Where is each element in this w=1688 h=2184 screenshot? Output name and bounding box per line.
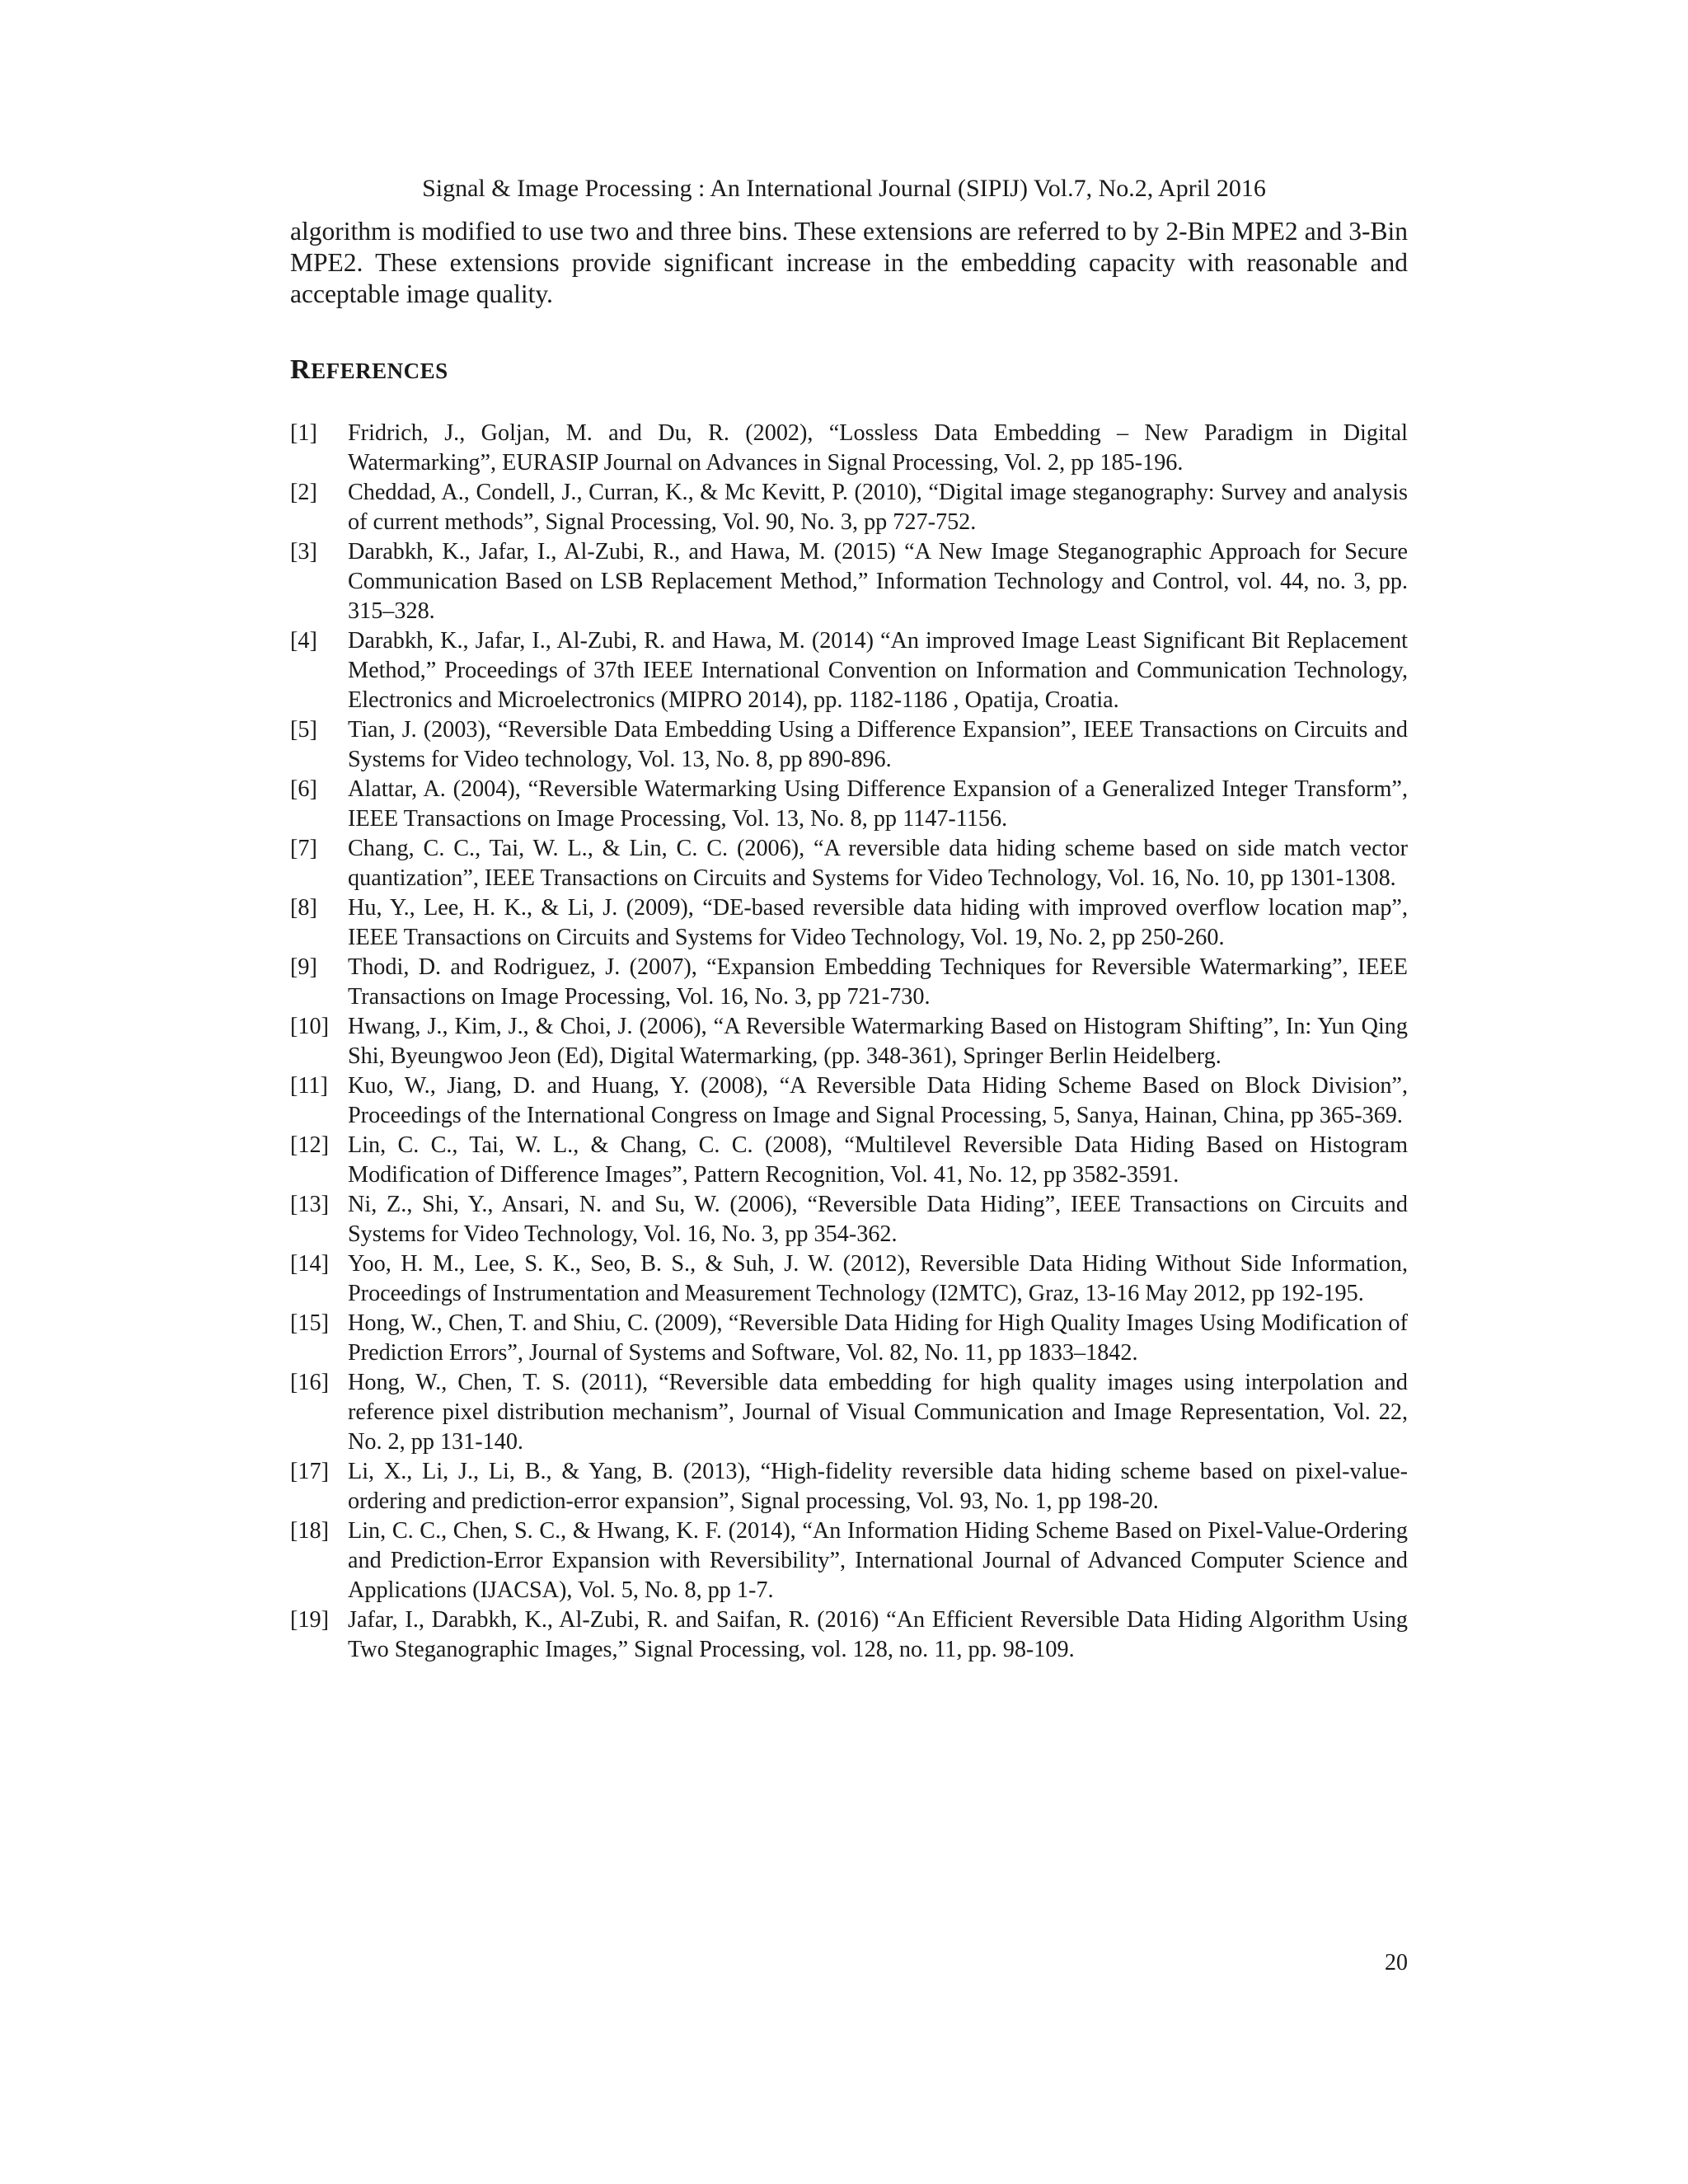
running-header: Signal & Image Processing : An International Journal (SIPIJ) Vol.7, No.2, April 2016 (422, 175, 1266, 202)
reference-number: [11] (290, 1073, 328, 1099)
references-heading (290, 353, 448, 387)
reference-item (290, 419, 1408, 478)
reference-text: Hu, Y., Lee, H. K., & Li, J. (2009), “DE-based reversible data hiding with improved overflow location map”, IEEE Transactions on Circuits and Systems for Video Technology, Vol. 19, No. 2, pp 250-260. (348, 895, 1408, 950)
reference-text: Yoo, H. M., Lee, S. K., Seo, B. S., & Suh, J. W. (2012), Reversible Data Hiding Without Side Information, Proceedings of Instrumentation and Measurement Technology (I2MTC), Graz, 13-16 May 2012, pp 192-195. (348, 1251, 1408, 1306)
reference-item (290, 1368, 1408, 1457)
reference-number: [5] (290, 717, 317, 743)
reference-number: [16] (290, 1370, 329, 1395)
reference-number: [13] (290, 1192, 329, 1217)
reference-item (290, 1012, 1408, 1071)
reference-number: [7] (290, 836, 317, 861)
reference-number: [12] (290, 1132, 329, 1158)
reference-number: [9] (290, 954, 317, 980)
reference-text: Kuo, W., Jiang, D. and Huang, Y. (2008), “A Reversible Data Hiding Scheme Based on Block Division”, Proceedings of the International Congress on Image and Signal Processing, 5, Sanya, Hainan, China, pp 365-369. (348, 1073, 1408, 1128)
reference-text: Fridrich, J., Goljan, M. and Du, R. (2002), “Lossless Data Embedding – New Paradigm in Digital Watermarking”, EURASIP Journal on Advances in Signal Processing, Vol. 2, pp 185-196. (348, 420, 1408, 476)
reference-text: Cheddad, A., Condell, J., Curran, K., & Mc Kevitt, P. (2010), “Digital image steganography: Survey and analysis of current methods”, Signal Processing, Vol. 90, No. 3, pp 727-752. (348, 480, 1408, 535)
reference-number: [14] (290, 1251, 329, 1277)
reference-text: Darabkh, K., Jafar, I., Al-Zubi, R. and Hawa, M. (2014) “An improved Image Least Significant Bit Replacement Method,” Proceedings of 37th IEEE International Convention on Information and Communication Technology, Electronics and Microelectronics (MIPRO 2014), pp. 1182-1186 , Opatija, Croatia. (348, 628, 1408, 713)
reference-text: Hong, W., Chen, T. and Shiu, C. (2009), “Reversible Data Hiding for High Quality Images Using Modification of Prediction Errors”, Journal of Systems and Software, Vol. 82, No. 11, pp 1833–1842. (348, 1310, 1408, 1366)
reference-text: Ni, Z., Shi, Y., Ansari, N. and Su, W. (2006), “Reversible Data Hiding”, IEEE Transactions on Circuits and Systems for Video Technology, Vol. 16, No. 3, pp 354-362. (348, 1192, 1408, 1247)
reference-item (290, 1516, 1408, 1605)
reference-number: [8] (290, 895, 317, 921)
references-heading-rest: EFERENCES (311, 359, 448, 383)
reference-item (290, 775, 1408, 834)
reference-item (290, 715, 1408, 775)
reference-text: Hong, W., Chen, T. S. (2011), “Reversible data embedding for high quality images using interpolation and reference pixel distribution mechanism”, Journal of Visual Communication and Image Representation, Vol. 22, No. 2, pp 131-140. (348, 1370, 1408, 1455)
references-heading-initial: R (290, 354, 312, 385)
reference-text: Alattar, A. (2004), “Reversible Watermarking Using Difference Expansion of a Generalized Integer Transform”, IEEE Transactions on Image Processing, Vol. 13, No. 8, pp 1147-1156. (348, 776, 1408, 832)
page-number: 20 (1385, 1950, 1408, 1975)
reference-number: [6] (290, 776, 317, 802)
reference-item (290, 834, 1408, 893)
reference-item (290, 478, 1408, 537)
reference-item (290, 1249, 1408, 1309)
reference-item (290, 626, 1408, 715)
reference-item (290, 537, 1408, 626)
reference-text: Darabkh, K., Jafar, I., Al-Zubi, R., and Hawa, M. (2015) “A New Image Steganographic Approach for Secure Communication Based on LSB Replacement Method,” Information Technology and Control, vol. 44, no. 3, pp. 315–328. (348, 539, 1408, 624)
reference-text: Lin, C. C., Tai, W. L., & Chang, C. C. (2008), “Multilevel Reversible Data Hiding Based on Histogram Modification of Difference Images”, Pattern Recognition, Vol. 41, No. 12, pp 3582-3591. (348, 1132, 1408, 1188)
reference-text: Tian, J. (2003), “Reversible Data Embedding Using a Difference Expansion”, IEEE Transactions on Circuits and Systems for Video technology, Vol. 13, No. 8, pp 890-896. (348, 717, 1408, 772)
reference-item (290, 1071, 1408, 1131)
reference-item (290, 1309, 1408, 1368)
reference-item (290, 1190, 1408, 1249)
reference-number: [3] (290, 539, 317, 565)
reference-number: [2] (290, 480, 317, 505)
reference-item (290, 1605, 1408, 1665)
reference-number: [17] (290, 1459, 329, 1484)
reference-number: [1] (290, 420, 317, 446)
reference-item (290, 1457, 1408, 1516)
reference-text: Lin, C. C., Chen, S. C., & Hwang, K. F. (2014), “An Information Hiding Scheme Based on Pixel-Value-Ordering and Prediction-Error Expansion with Reversibility”, International Journal of Advanced Computer Science and Applications (IJACSA), Vol. 5, No. 8, pp 1-7. (348, 1518, 1408, 1603)
reference-text: Thodi, D. and Rodriguez, J. (2007), “Expansion Embedding Techniques for Reversible Watermarking”, IEEE Transactions on Image Processing, Vol. 16, No. 3, pp 721-730. (348, 954, 1408, 1010)
reference-item (290, 953, 1408, 1012)
reference-text: Jafar, I., Darabkh, K., Al-Zubi, R. and Saifan, R. (2016) “An Efficient Reversible Data Hiding Algorithm Using Two Steganographic Images,” Signal Processing, vol. 128, no. 11, pp. 98-109. (348, 1607, 1408, 1662)
reference-item (290, 1131, 1408, 1190)
reference-text: Li, X., Li, J., Li, B., & Yang, B. (2013), “High-fidelity reversible data hiding scheme based on pixel-value-ordering and prediction-error expansion”, Signal processing, Vol. 93, No. 1, pp 198-20. (348, 1459, 1408, 1514)
reference-text: Chang, C. C., Tai, W. L., & Lin, C. C. (2006), “A reversible data hiding scheme based on side match vector quantization”, IEEE Transactions on Circuits and Systems for Video Technology, Vol. 16, No. 10, pp 1301-1308. (348, 836, 1408, 891)
reference-text: Hwang, J., Kim, J., & Choi, J. (2006), “A Reversible Watermarking Based on Histogram Shifting”, In: Yun Qing Shi, Byeungwoo Jeon (Ed), Digital Watermarking, (pp. 348-361), Springer Berlin Heidelberg. (348, 1014, 1408, 1069)
reference-number: [4] (290, 628, 317, 654)
reference-number: [18] (290, 1518, 329, 1544)
reference-number: [15] (290, 1310, 329, 1336)
reference-number: [10] (290, 1014, 329, 1039)
reference-list (290, 419, 1408, 1665)
intro-paragraph: algorithm is modified to use two and three bins. These extensions are referred to by 2-Bin MPE2 and 3-Bin MPE2. These extensions provide significant increase in the embedding capacity with reasonable and acceptable image quality. (290, 217, 1408, 308)
reference-number: [19] (290, 1607, 329, 1633)
reference-item (290, 893, 1408, 953)
